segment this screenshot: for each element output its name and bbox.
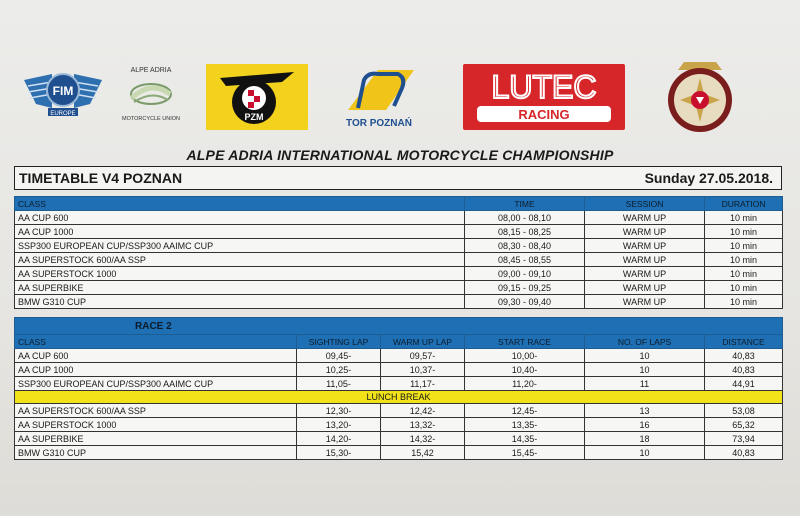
class-cell: AA CUP 600: [15, 211, 465, 225]
time-cell: 09,00 - 09,10: [465, 267, 585, 281]
time-cell: 08,45 - 08,55: [465, 253, 585, 267]
race2-title: RACE 2: [15, 318, 783, 335]
sighting-cell: 09,45-: [297, 349, 381, 363]
lunch-break-label: LUNCH BREAK: [15, 391, 783, 404]
race2-class-header: CLASS: [15, 335, 297, 349]
race2-row: [15, 404, 783, 418]
warmup-cell: 09,57-: [381, 349, 465, 363]
fim-sub-text: EUROPE: [50, 111, 76, 117]
class-cell: SSP300 EUROPEAN CUP/SSP300 AAIMC CUP: [15, 239, 465, 253]
class-cell: AA SUPERSTOCK 600/AA SSP: [15, 253, 465, 267]
duration-cell: 10 min: [705, 239, 783, 253]
warmup-row: [15, 239, 783, 253]
fim-europe-logo: [22, 68, 104, 120]
duration-cell: 10 min: [705, 225, 783, 239]
championship-title: ALPE ADRIA INTERNATIONAL MOTORCYCLE CHAMPIONSHIP: [186, 147, 614, 163]
duration-cell: 10 min: [705, 267, 783, 281]
lutec-text: LUTEC: [491, 69, 597, 105]
start-cell: 10,00-: [465, 349, 585, 363]
laps-cell: 10: [585, 446, 705, 460]
session-cell: WARM UP: [585, 225, 705, 239]
warmup-cell: 14,32-: [381, 432, 465, 446]
laps-cell: 11: [585, 377, 705, 391]
distance-cell: 40,83: [705, 349, 783, 363]
race2-sighting-header: SIGHTING LAP: [297, 335, 381, 349]
start-cell: 15,45-: [465, 446, 585, 460]
warmup-row: [15, 267, 783, 281]
distance-cell: 73,94: [705, 432, 783, 446]
class-cell: BMW G310 CUP: [15, 446, 297, 460]
start-cell: 13,35-: [465, 418, 585, 432]
laps-cell: 13: [585, 404, 705, 418]
duration-cell: 10 min: [705, 281, 783, 295]
tor-text: TOR POZNAŃ: [346, 118, 412, 129]
alpe-adria-logo: [112, 60, 190, 130]
warmup-cell: 11,17-: [381, 377, 465, 391]
distance-cell: 40,83: [705, 446, 783, 460]
distance-cell: 40,83: [705, 363, 783, 377]
race2-laps-header: NO. OF LAPS: [585, 335, 705, 349]
warmup-cell: 10,37-: [381, 363, 465, 377]
race2-row: [15, 432, 783, 446]
race2-row: [15, 446, 783, 460]
time-cell: 08,00 - 08,10: [465, 211, 585, 225]
start-cell: 14,35-: [465, 432, 585, 446]
class-cell: AA SUPERBIKE: [15, 281, 465, 295]
warmup-class-header: CLASS: [15, 197, 465, 211]
distance-cell: 44,91: [705, 377, 783, 391]
pzm-text: PZM: [244, 112, 264, 122]
class-cell: AA CUP 1000: [15, 363, 297, 377]
fim-text: FIM: [52, 84, 74, 98]
tor-poznan-logo: [338, 66, 420, 132]
warmup-row: [15, 253, 783, 267]
warmup-session-header: SESSION: [585, 197, 705, 211]
laps-cell: 10: [585, 363, 705, 377]
distance-cell: 65,32: [705, 418, 783, 432]
timetable-sheet: [14, 166, 782, 460]
duration-cell: 10 min: [705, 253, 783, 267]
race2-row: [15, 418, 783, 432]
race2-distance-header: DISTANCE: [705, 335, 783, 349]
racing-text: RACING: [518, 107, 570, 122]
class-cell: AA SUPERSTOCK 600/AA SSP: [15, 404, 297, 418]
start-cell: 11,20-: [465, 377, 585, 391]
warmup-cell: 12,42-: [381, 404, 465, 418]
timetable-title: TIMETABLE V4 POZNAN: [19, 170, 183, 186]
class-cell: SSP300 EUROPEAN CUP/SSP300 AAIMC CUP: [15, 377, 297, 391]
sighting-cell: 10,25-: [297, 363, 381, 377]
lutec-racing-logo: [463, 64, 625, 130]
race2-start-header: START RACE: [465, 335, 585, 349]
warmup-row: [15, 295, 783, 309]
class-cell: AA CUP 1000: [15, 225, 465, 239]
race2-warmup-header: WARM UP LAP: [381, 335, 465, 349]
sighting-cell: 14,20-: [297, 432, 381, 446]
warmup-row: [15, 281, 783, 295]
duration-cell: 10 min: [705, 211, 783, 225]
session-cell: WARM UP: [585, 267, 705, 281]
time-cell: 08,15 - 08,25: [465, 225, 585, 239]
time-cell: 09,30 - 09,40: [465, 295, 585, 309]
timetable-date: Sunday 27.05.2018.: [644, 170, 773, 186]
session-cell: WARM UP: [585, 211, 705, 225]
alpe-bottom-text: MOTORCYCLE UNION: [122, 116, 180, 122]
duration-cell: 10 min: [705, 295, 783, 309]
race2-row: [15, 363, 783, 377]
time-cell: 08,30 - 08,40: [465, 239, 585, 253]
sighting-cell: 13,20-: [297, 418, 381, 432]
timetable-table: [14, 190, 783, 460]
logo-strip: [0, 50, 800, 140]
class-cell: AA CUP 600: [15, 349, 297, 363]
time-cell: 09,15 - 09,25: [465, 281, 585, 295]
automobilklub-seal-logo: [662, 54, 738, 138]
race2-row: [15, 377, 783, 391]
lunch-break-row: [15, 391, 783, 404]
race2-title-row: [15, 318, 783, 335]
session-cell: WARM UP: [585, 239, 705, 253]
distance-cell: 53,08: [705, 404, 783, 418]
sighting-cell: 12,30-: [297, 404, 381, 418]
warmup-duration-header: DURATION: [705, 197, 783, 211]
sighting-cell: 15,30-: [297, 446, 381, 460]
start-cell: 10,40-: [465, 363, 585, 377]
warmup-cell: 13,32-: [381, 418, 465, 432]
sighting-cell: 11,05-: [297, 377, 381, 391]
timetable-header: [14, 166, 782, 190]
laps-cell: 18: [585, 432, 705, 446]
pzm-logo: [206, 64, 308, 130]
class-cell: AA SUPERBIKE: [15, 432, 297, 446]
alpe-top-text: ALPE ADRIA: [130, 67, 172, 74]
warmup-header-row: [15, 197, 783, 211]
session-cell: WARM UP: [585, 281, 705, 295]
class-cell: BMW G310 CUP: [15, 295, 465, 309]
session-cell: WARM UP: [585, 253, 705, 267]
class-cell: AA SUPERSTOCK 1000: [15, 267, 465, 281]
race2-row: [15, 349, 783, 363]
class-cell: AA SUPERSTOCK 1000: [15, 418, 297, 432]
warmup-row: [15, 225, 783, 239]
warmup-cell: 15,42: [381, 446, 465, 460]
warmup-row: [15, 211, 783, 225]
start-cell: 12,45-: [465, 404, 585, 418]
laps-cell: 16: [585, 418, 705, 432]
race2-header-row: [15, 335, 783, 349]
warmup-time-header: TIME: [465, 197, 585, 211]
laps-cell: 10: [585, 349, 705, 363]
session-cell: WARM UP: [585, 295, 705, 309]
